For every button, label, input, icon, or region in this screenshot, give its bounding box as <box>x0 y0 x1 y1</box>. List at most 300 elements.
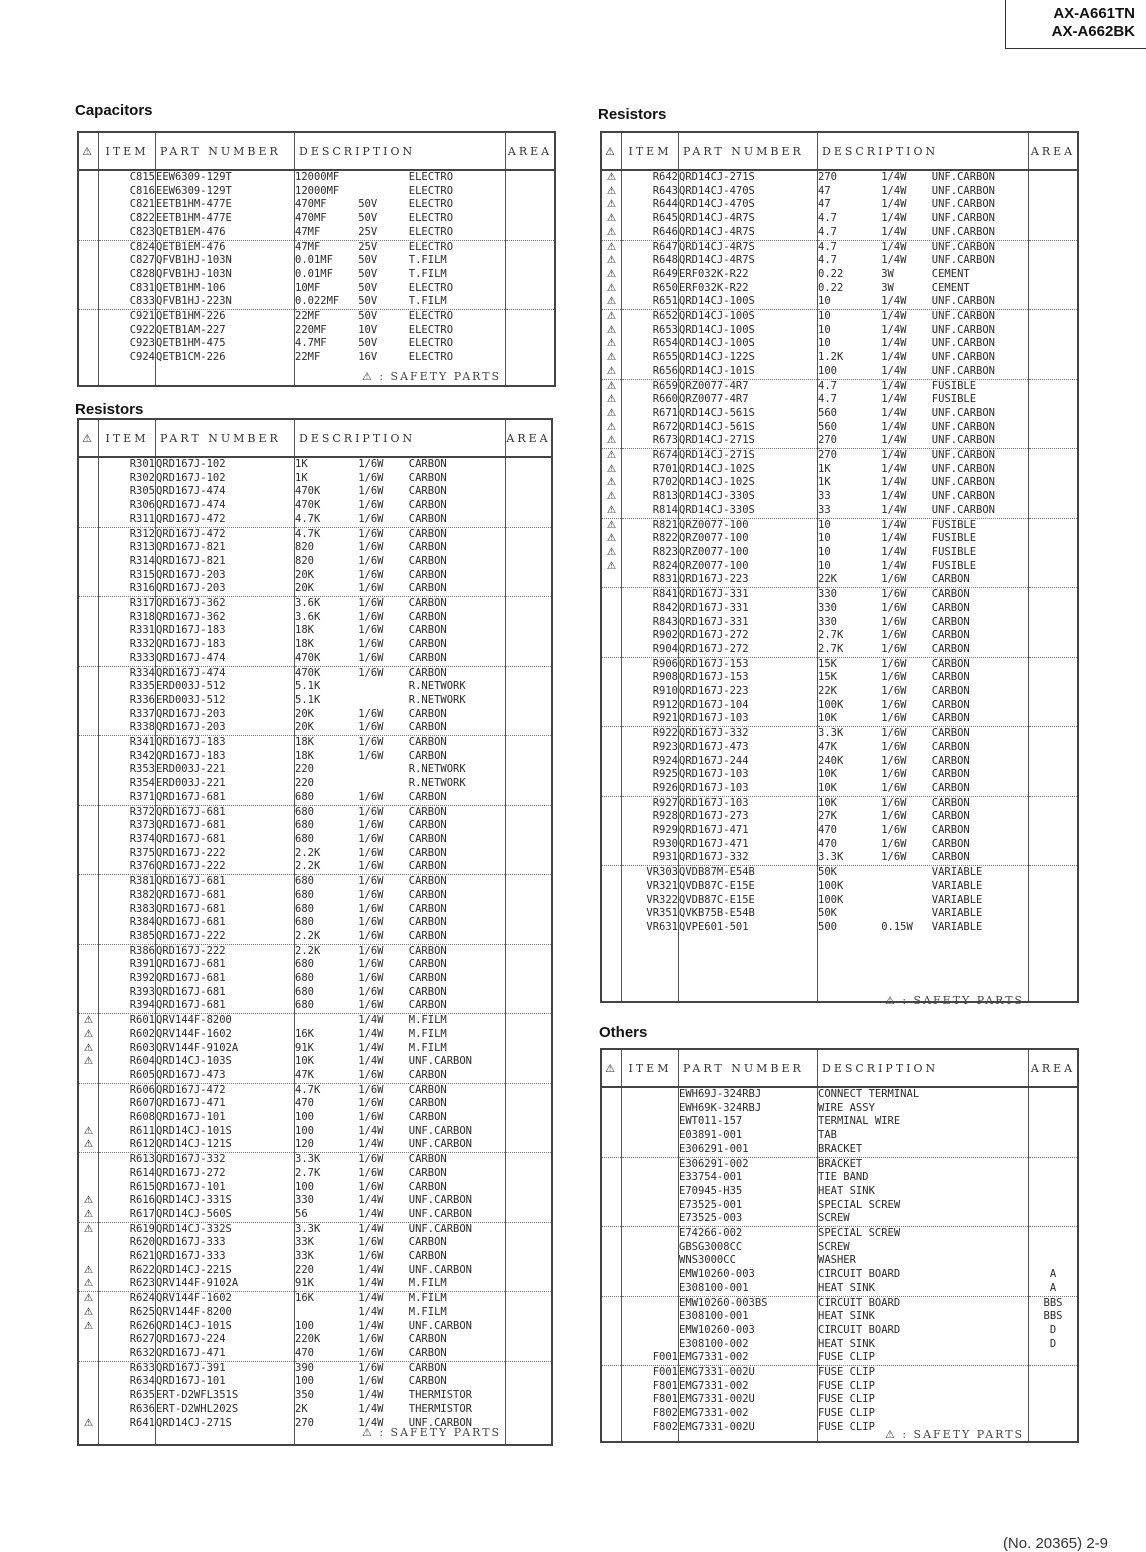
table-row <box>78 1083 552 1097</box>
table-row <box>601 295 1078 309</box>
description: 470K 1/6W CARBON <box>295 652 506 666</box>
safety-mark-icon <box>78 569 99 583</box>
area <box>1029 393 1079 407</box>
description: 470 1/6W CARBON <box>295 1347 506 1361</box>
area: BBS <box>1029 1296 1079 1310</box>
table-row <box>601 532 1078 546</box>
header-safety-mark: ⚠ <box>601 1049 622 1087</box>
safety-mark-icon: ⚠ <box>78 1208 99 1222</box>
part-number: E73525-001 <box>679 1199 818 1213</box>
description: 560 1/4W UNF.CARBON <box>818 407 1029 421</box>
description: 47K 1/6W CARBON <box>295 1069 506 1083</box>
area <box>506 1055 553 1069</box>
table-row <box>78 1014 552 1028</box>
item-ref: R644 <box>622 198 679 212</box>
safety-mark-icon <box>78 805 99 819</box>
item-ref: R620 <box>99 1236 156 1250</box>
description: 4.7 1/4W UNF.CARBON <box>818 226 1029 240</box>
description: 470K 1/6W CARBON <box>295 499 506 513</box>
part-number: QRD167J-362 <box>156 597 295 611</box>
description: 2K 1/4W THERMISTOR <box>295 1403 506 1417</box>
item-ref: F001 <box>622 1351 679 1365</box>
safety-mark-icon: ⚠ <box>601 379 622 393</box>
safety-mark-icon <box>78 889 99 903</box>
table-row <box>78 833 552 847</box>
part-number: QRD14CJ-4R7S <box>679 240 818 254</box>
safety-mark-icon <box>78 527 99 541</box>
safety-mark-icon <box>78 763 99 777</box>
part-number: QETB1CM-226 <box>156 351 295 365</box>
safety-mark-icon <box>78 972 99 986</box>
description: 47 1/4W UNF.CARBON <box>818 185 1029 199</box>
part-number: QETB1EM-476 <box>156 226 295 240</box>
safety-mark-icon <box>78 624 99 638</box>
table-row <box>78 212 555 226</box>
table-row <box>601 1351 1078 1365</box>
safety-mark-icon <box>78 170 99 185</box>
area <box>1029 768 1079 782</box>
safety-mark-icon <box>78 1083 99 1097</box>
safety-mark-icon <box>601 1380 622 1394</box>
part-number: QETB1EM-476 <box>156 240 295 254</box>
safety-mark-icon: ⚠ <box>78 1320 99 1334</box>
part-number: QRD14CJ-103S <box>156 1055 295 1069</box>
item-ref: R928 <box>622 810 679 824</box>
safety-mark-icon <box>78 680 99 694</box>
description: CIRCUIT BOARD <box>818 1324 1029 1338</box>
safety-mark-icon: ⚠ <box>601 324 622 338</box>
header-part-number: PART NUMBER <box>156 419 295 457</box>
area <box>506 694 553 708</box>
part-number: ERF032K-R22 <box>679 268 818 282</box>
area <box>506 721 553 735</box>
description: 18K 1/6W CARBON <box>295 638 506 652</box>
item-ref: R674 <box>622 449 679 463</box>
safety-mark-icon <box>601 712 622 726</box>
area <box>506 198 556 212</box>
description: 0.022MF 50V T.FILM <box>295 295 506 309</box>
table-row <box>601 185 1078 199</box>
part-number: QRD14CJ-101S <box>156 1125 295 1139</box>
part-number: QRD14CJ-271S <box>156 1417 295 1431</box>
item-ref <box>622 1254 679 1268</box>
item-ref: R831 <box>622 573 679 587</box>
safety-mark-icon <box>78 860 99 874</box>
item-ref: R354 <box>99 777 156 791</box>
description: 22K 1/6W CARBON <box>818 573 1029 587</box>
description: 47K 1/6W CARBON <box>818 741 1029 755</box>
item-ref <box>622 1268 679 1282</box>
area <box>1029 449 1079 463</box>
safety-mark-icon <box>601 1296 622 1310</box>
safety-mark-icon <box>601 643 622 657</box>
safety-mark-icon <box>78 986 99 1000</box>
item-ref: C922 <box>99 324 156 338</box>
part-number: QRZ0077-100 <box>679 532 818 546</box>
item-ref: R821 <box>622 518 679 532</box>
item-ref: R814 <box>622 504 679 518</box>
area <box>1029 434 1079 448</box>
area <box>1029 560 1079 574</box>
safety-mark-icon <box>78 916 99 930</box>
description: 100 1/6W CARBON <box>295 1181 506 1195</box>
part-number: WNS3000CC <box>679 1254 818 1268</box>
description: 680 1/6W CARBON <box>295 805 506 819</box>
item-ref: R922 <box>622 727 679 741</box>
part-number: QETB1HM-226 <box>156 310 295 324</box>
description: 100 1/6W CARBON <box>295 1111 506 1125</box>
others-title: Others <box>599 1024 648 1041</box>
table-row <box>601 921 1078 935</box>
area <box>1029 1143 1079 1157</box>
table-row <box>78 1347 552 1361</box>
description: 2.2K 1/6W CARBON <box>295 860 506 874</box>
table-row <box>78 777 552 791</box>
table-row <box>78 944 552 958</box>
area <box>1029 240 1079 254</box>
item-ref <box>622 1338 679 1352</box>
table-row <box>601 796 1078 810</box>
safety-mark-icon <box>601 727 622 741</box>
table-row <box>78 1181 552 1195</box>
item-ref: R824 <box>622 560 679 574</box>
safety-mark-icon <box>601 796 622 810</box>
area <box>506 805 553 819</box>
part-number: QRV144F-9102A <box>156 1042 295 1056</box>
part-number: EWT011-157 <box>679 1115 818 1129</box>
item-ref: R927 <box>622 796 679 810</box>
item-ref: R302 <box>99 472 156 486</box>
part-number: ERD003J-512 <box>156 694 295 708</box>
table-row <box>601 476 1078 490</box>
part-number: EEW6309-129T <box>156 170 295 185</box>
area <box>1029 880 1079 894</box>
part-number: QRD167J-101 <box>156 1375 295 1389</box>
safety-mark-icon <box>78 708 99 722</box>
area <box>1029 851 1079 865</box>
safety-mark-icon <box>78 777 99 791</box>
table-row <box>78 763 552 777</box>
safety-mark-icon: ⚠ <box>601 310 622 324</box>
others-table <box>600 1048 1079 1443</box>
table-row <box>78 324 555 338</box>
part-number: QRD167J-474 <box>156 485 295 499</box>
table-row <box>78 226 555 240</box>
part-number: EEW6309-129T <box>156 185 295 199</box>
item-ref: R673 <box>622 434 679 448</box>
table-row <box>78 666 552 680</box>
description: 91K 1/4W M.FILM <box>295 1277 506 1291</box>
filler-cell <box>601 1435 622 1442</box>
area <box>1029 310 1079 324</box>
table-row <box>601 351 1078 365</box>
part-number: QRD14CJ-332S <box>156 1222 295 1236</box>
table-row <box>78 1264 552 1278</box>
part-number: QRD167J-331 <box>679 588 818 602</box>
part-number: EMG7331-002 <box>679 1380 818 1394</box>
part-number: QRD14CJ-560S <box>156 1208 295 1222</box>
part-number: QRD167J-101 <box>156 1111 295 1125</box>
resistors-left-table <box>77 418 553 1446</box>
area <box>506 944 553 958</box>
area <box>506 847 553 861</box>
part-number: QRD167J-681 <box>156 791 295 805</box>
area <box>506 1375 553 1389</box>
part-number: QRD167J-222 <box>156 847 295 861</box>
part-number: QRD167J-681 <box>156 999 295 1013</box>
safety-mark-icon <box>78 638 99 652</box>
item-ref: R394 <box>99 999 156 1013</box>
part-number: QRD14CJ-271S <box>679 170 818 185</box>
safety-mark-icon <box>78 240 99 254</box>
area <box>506 1222 553 1236</box>
table-row <box>78 185 555 199</box>
safety-mark-icon <box>601 907 622 921</box>
area <box>1029 170 1079 185</box>
description: 10 1/4W FUSIBLE <box>818 532 1029 546</box>
description: 680 1/6W CARBON <box>295 958 506 972</box>
filler-cell <box>818 935 1029 1002</box>
area <box>506 254 556 268</box>
table-row <box>78 694 552 708</box>
header-area: AREA <box>1029 1049 1079 1087</box>
safety-mark-icon <box>601 1115 622 1129</box>
table-row <box>78 819 552 833</box>
table-row <box>601 643 1078 657</box>
table-row <box>78 351 555 365</box>
table-row <box>601 866 1078 880</box>
part-number: QRD167J-471 <box>156 1347 295 1361</box>
item-ref: R635 <box>99 1389 156 1403</box>
description: 270 1/4W UNF.CARBON <box>818 170 1029 185</box>
area <box>506 680 553 694</box>
item-ref: R912 <box>622 699 679 713</box>
header-safety-mark: ⚠ <box>601 132 622 170</box>
part-number: QRD167J-153 <box>679 671 818 685</box>
filler-cell <box>1029 935 1079 1002</box>
area <box>506 268 556 282</box>
area <box>1029 212 1079 226</box>
table-row <box>601 282 1078 296</box>
filler-cell <box>622 935 679 1002</box>
description: 10K 1/6W CARBON <box>818 796 1029 810</box>
item-ref: R332 <box>99 638 156 652</box>
safety-mark-icon <box>78 513 99 527</box>
area <box>1029 727 1079 741</box>
description: 270 1/4W UNF.CARBON <box>818 434 1029 448</box>
description: 20K 1/6W CARBON <box>295 708 506 722</box>
safety-mark-icon: ⚠ <box>601 185 622 199</box>
table-row <box>601 1324 1078 1338</box>
safety-mark-icon: ⚠ <box>601 170 622 185</box>
description: 4.7 1/4W UNF.CARBON <box>818 240 1029 254</box>
area <box>1029 1351 1079 1365</box>
table-row <box>78 652 552 666</box>
description: 680 1/6W CARBON <box>295 833 506 847</box>
part-number: QVKB75B-E54B <box>679 907 818 921</box>
description: HEAT SINK <box>818 1338 1029 1352</box>
area <box>1029 741 1079 755</box>
item-ref: C827 <box>99 254 156 268</box>
description: 100 1/4W UNF.CARBON <box>295 1125 506 1139</box>
safety-mark-icon <box>601 699 622 713</box>
safety-mark-icon: ⚠ <box>601 490 622 504</box>
safety-mark-icon <box>78 694 99 708</box>
safety-mark-icon <box>78 930 99 944</box>
table-row <box>601 1115 1078 1129</box>
description: 2.2K 1/6W CARBON <box>295 930 506 944</box>
table-row <box>601 434 1078 448</box>
item-ref: R621 <box>99 1250 156 1264</box>
description: 12000MF ELECTRO <box>295 185 506 199</box>
description: 33K 1/6W CARBON <box>295 1236 506 1250</box>
item-ref: R313 <box>99 541 156 555</box>
table-row <box>601 1212 1078 1226</box>
item-ref: C821 <box>99 198 156 212</box>
safety-mark-icon <box>78 1236 99 1250</box>
item-ref: R382 <box>99 889 156 903</box>
table-row <box>78 680 552 694</box>
part-number: QRV144F-9102A <box>156 1277 295 1291</box>
description: FUSE CLIP <box>818 1407 1029 1421</box>
description: 0.22 3W CEMENT <box>818 268 1029 282</box>
table-row <box>78 736 552 750</box>
item-ref: R333 <box>99 652 156 666</box>
item-ref: R372 <box>99 805 156 819</box>
safety-mark-icon <box>601 616 622 630</box>
table-row <box>601 254 1078 268</box>
description: 560 1/4W UNF.CARBON <box>818 421 1029 435</box>
area <box>1029 365 1079 379</box>
safety-mark-icon <box>601 588 622 602</box>
area: A <box>1049 1268 1057 1281</box>
part-number: QRD167J-681 <box>156 986 295 1000</box>
safety-mark-icon <box>78 472 99 486</box>
item-ref: R312 <box>99 527 156 541</box>
item-ref <box>622 1199 679 1213</box>
safety-mark-icon <box>601 573 622 587</box>
part-number: QRD167J-103 <box>679 782 818 796</box>
area <box>1029 282 1079 296</box>
table-row <box>601 310 1078 324</box>
description: 820 1/6W CARBON <box>295 555 506 569</box>
description: 100K VARIABLE <box>818 880 1029 894</box>
area <box>506 170 556 185</box>
area <box>1029 1380 1079 1394</box>
safety-mark-icon <box>601 880 622 894</box>
area <box>1029 421 1079 435</box>
area <box>506 875 553 889</box>
table-row <box>78 903 552 917</box>
part-number: QRD167J-681 <box>156 958 295 972</box>
description: 100 1/6W CARBON <box>295 1375 506 1389</box>
safety-mark-icon: ⚠ <box>78 1055 99 1069</box>
description: 16K 1/4W M.FILM <box>295 1292 506 1306</box>
description: 10 1/4W UNF.CARBON <box>818 310 1029 324</box>
item-ref: R336 <box>99 694 156 708</box>
part-number: QRD167J-332 <box>156 1153 295 1167</box>
description: 10MF 50V ELECTRO <box>295 282 506 296</box>
table-row <box>601 616 1078 630</box>
item-ref: VR631 <box>622 921 679 935</box>
item-ref: C822 <box>99 212 156 226</box>
table-row <box>78 513 552 527</box>
area <box>506 708 553 722</box>
part-number: QRD167J-473 <box>156 1069 295 1083</box>
description: 680 1/6W CARBON <box>295 791 506 805</box>
area <box>1029 1407 1079 1421</box>
table-row <box>601 755 1078 769</box>
table-row <box>78 282 555 296</box>
table-row <box>601 518 1078 532</box>
part-number: QRD167J-362 <box>156 611 295 625</box>
safety-mark-icon <box>601 1366 622 1380</box>
part-number: E33754-001 <box>679 1171 818 1185</box>
area <box>1029 337 1079 351</box>
part-number: EMW10260-003BS <box>679 1296 818 1310</box>
area <box>506 1389 553 1403</box>
table-row <box>601 449 1078 463</box>
description: 4.7MF 50V ELECTRO <box>295 337 506 351</box>
resistors-right-title: Resistors <box>598 106 667 123</box>
area <box>506 930 553 944</box>
header-area: AREA <box>506 419 553 457</box>
table-row <box>78 916 552 930</box>
area <box>1029 796 1079 810</box>
part-number: QRZ0077-100 <box>679 546 818 560</box>
area <box>1029 1157 1079 1171</box>
area <box>1029 1185 1079 1199</box>
table-row <box>78 1389 552 1403</box>
header-part-number: PART NUMBER <box>679 132 818 170</box>
description: FUSE CLIP <box>818 1421 1029 1435</box>
description: 3.3K 1/4W UNF.CARBON <box>295 1222 506 1236</box>
header-area: AREA <box>1029 132 1079 170</box>
part-number: QRV144F-8200 <box>156 1014 295 1028</box>
header-description: DESCRIPTION <box>818 132 1029 170</box>
description: 47 1/4W UNF.CARBON <box>818 198 1029 212</box>
item-ref: R652 <box>622 310 679 324</box>
area <box>506 889 553 903</box>
part-number: E73525-003 <box>679 1212 818 1226</box>
part-number: EWH69K-324RBJ <box>679 1102 818 1116</box>
description: 390 1/6W CARBON <box>295 1361 506 1375</box>
area <box>1029 379 1079 393</box>
safety-mark-icon <box>78 1181 99 1195</box>
part-number: QRD167J-272 <box>679 629 818 643</box>
part-number: QRD167J-272 <box>679 643 818 657</box>
part-number: QRD14CJ-221S <box>156 1264 295 1278</box>
part-number: QETB1HM-106 <box>156 282 295 296</box>
header-safety-mark: ⚠ <box>78 419 99 457</box>
table-row <box>601 1227 1078 1241</box>
description: 18K 1/6W CARBON <box>295 750 506 764</box>
table-row <box>78 240 555 254</box>
area <box>506 1417 553 1431</box>
part-number: EMG7331-002U <box>679 1366 818 1380</box>
area <box>1029 1115 1079 1129</box>
part-number: EMG7331-002 <box>679 1351 818 1365</box>
part-number: QRD167J-473 <box>679 741 818 755</box>
description: 10K 1/6W CARBON <box>818 712 1029 726</box>
part-number: QVPE601-501 <box>679 921 818 935</box>
item-ref: R701 <box>622 463 679 477</box>
item-ref <box>622 1212 679 1226</box>
area <box>1029 476 1079 490</box>
item-ref: R614 <box>99 1167 156 1181</box>
description: 20K 1/6W CARBON <box>295 582 506 596</box>
table-row <box>78 847 552 861</box>
